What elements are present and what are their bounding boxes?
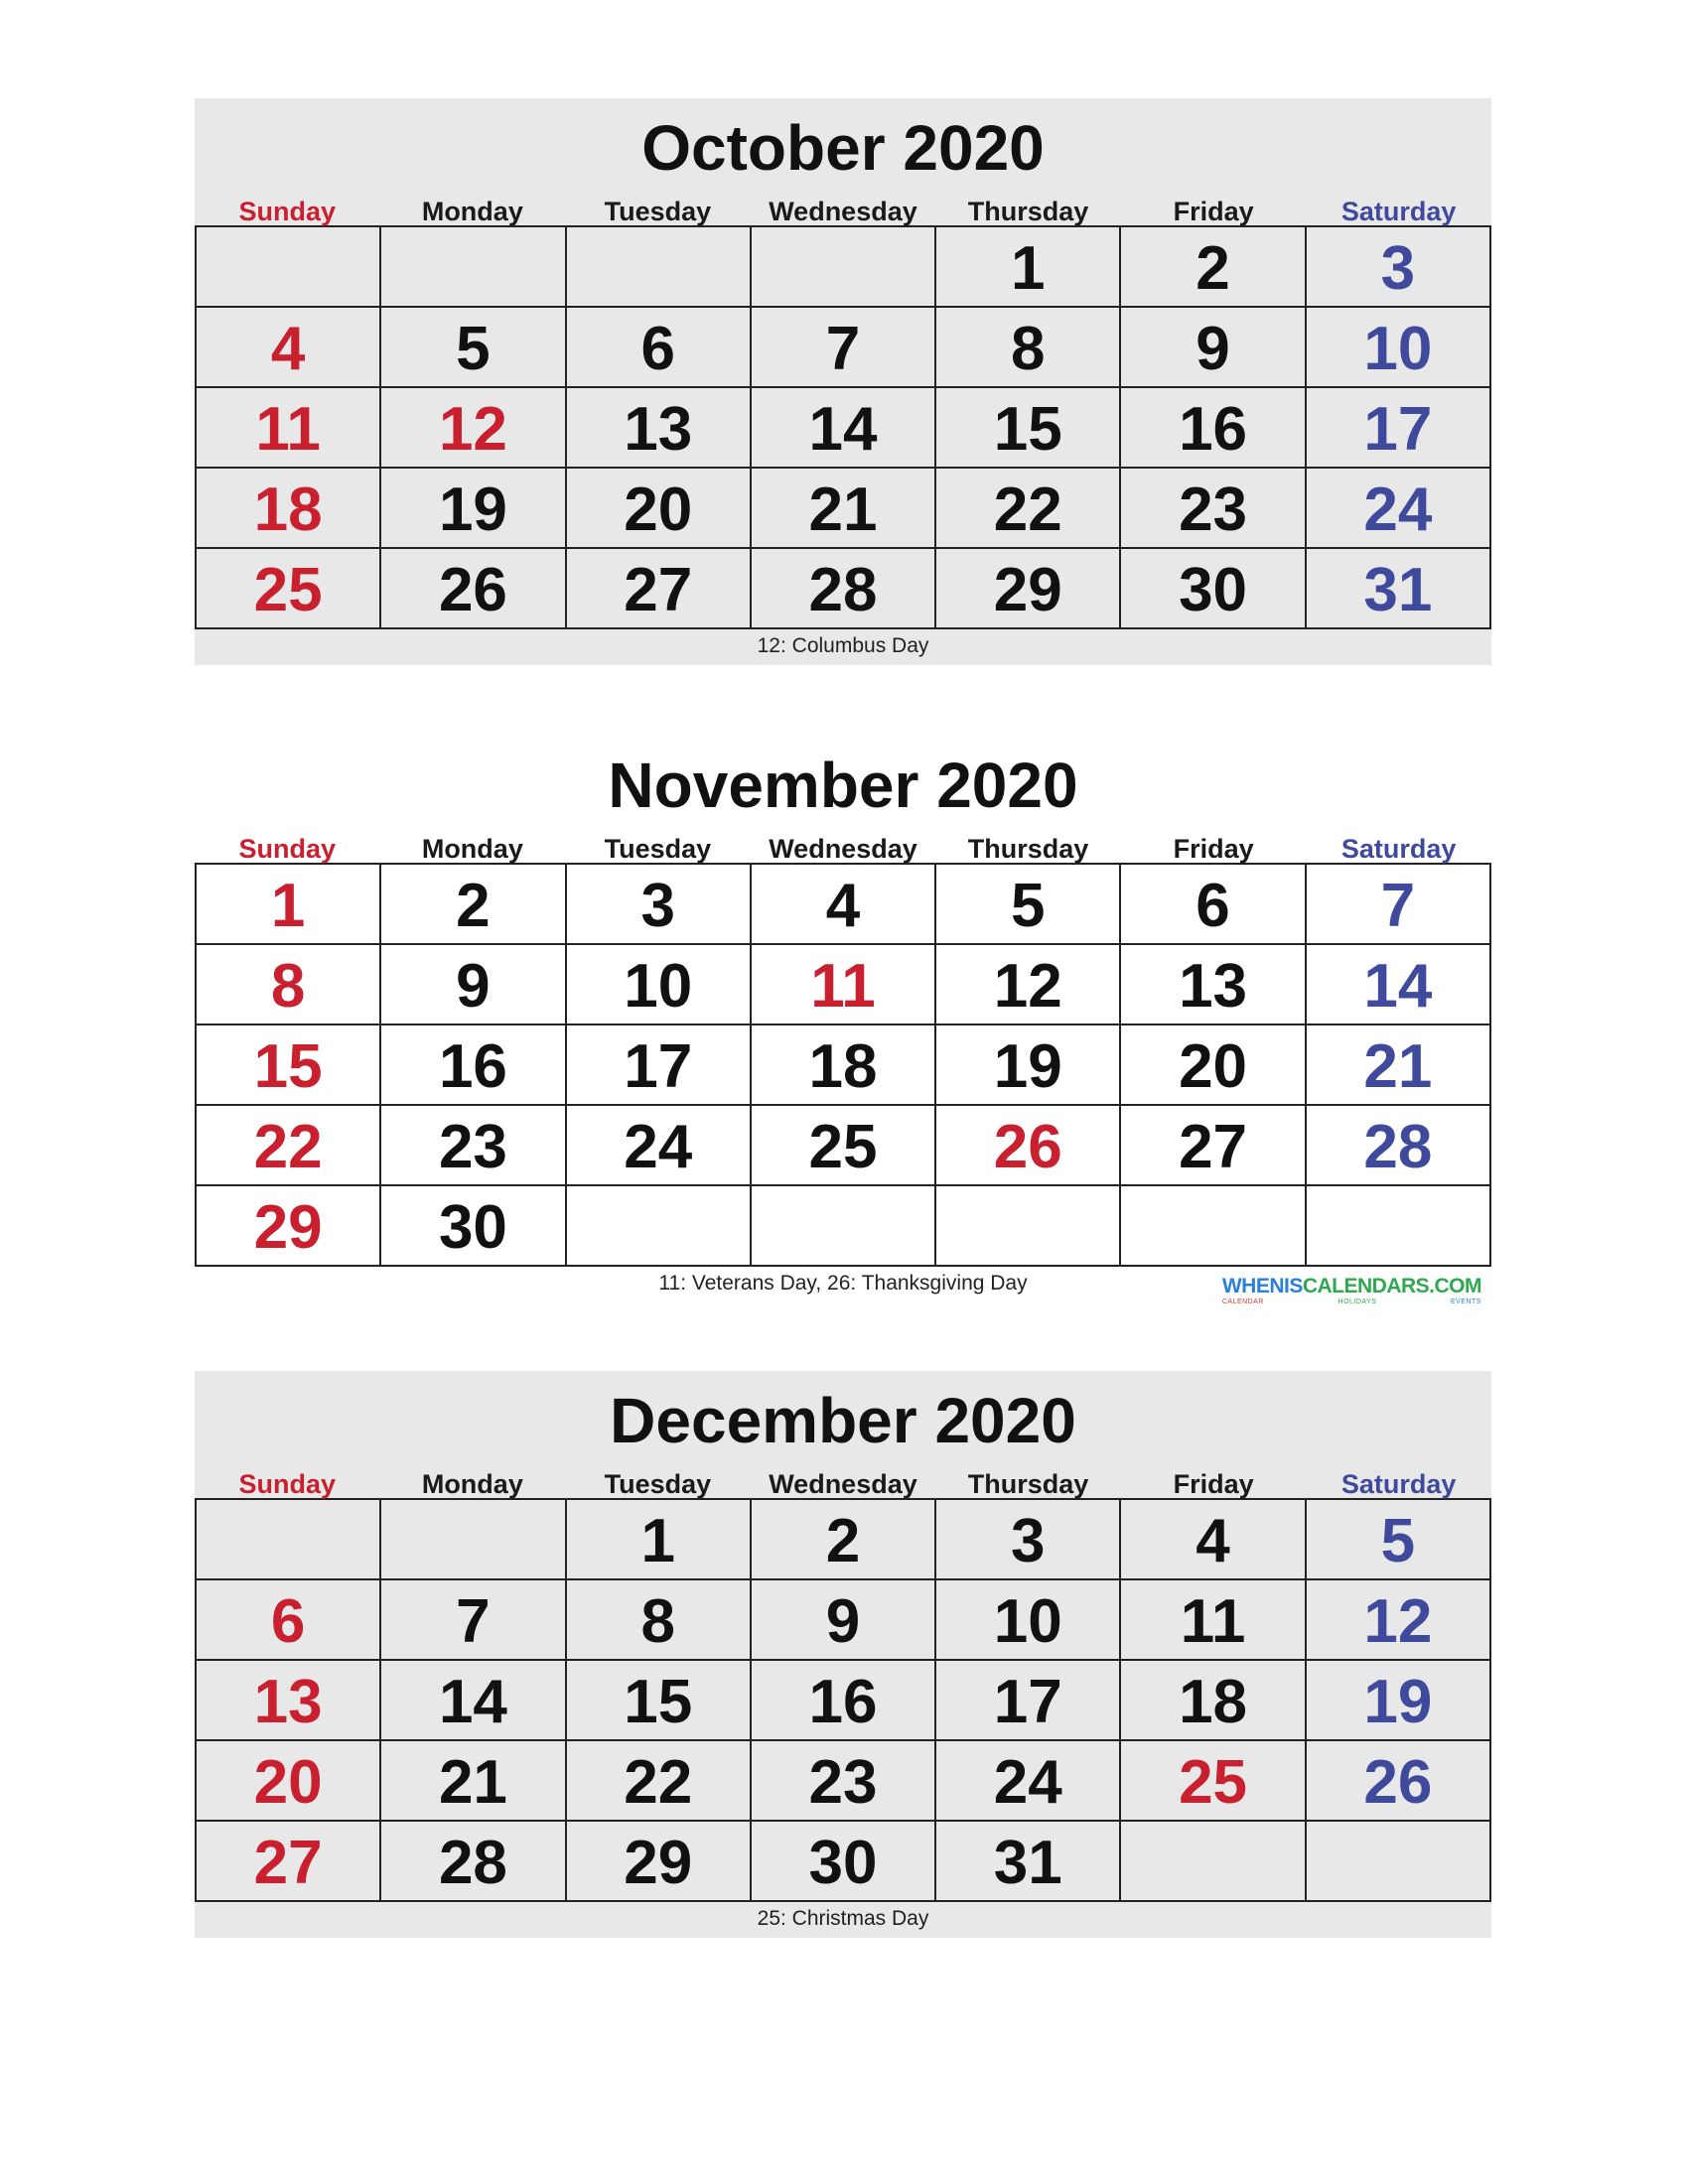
week-row xyxy=(197,388,1491,469)
day-cell: 3 xyxy=(936,1500,1121,1580)
day-cell: 24 xyxy=(567,1106,752,1186)
week-row xyxy=(197,1580,1491,1661)
day-cell: 12 xyxy=(381,388,566,469)
day-cell: 21 xyxy=(381,1741,566,1822)
empty-day-cell xyxy=(567,1186,752,1267)
day-cell: 5 xyxy=(1307,1500,1491,1580)
empty-day-cell xyxy=(752,1186,936,1267)
weekday-header xyxy=(195,1464,1491,1498)
day-cell: 1 xyxy=(197,865,381,945)
weekday-saturday: Saturday xyxy=(1340,834,1457,864)
day-cell: 17 xyxy=(567,1025,752,1106)
day-cell: 26 xyxy=(1307,1741,1491,1822)
day-cell: 15 xyxy=(197,1025,381,1106)
day-cell: 3 xyxy=(1307,227,1491,308)
day-cell: 13 xyxy=(1121,945,1306,1025)
day-cell: 10 xyxy=(567,945,752,1025)
holiday-list: 11: Veterans Day, 26: Thanksgiving Day xyxy=(658,1272,1028,1295)
day-cell: 7 xyxy=(1307,865,1491,945)
day-cell: 30 xyxy=(1121,549,1306,629)
day-cell: 18 xyxy=(1121,1661,1306,1741)
day-cell: 4 xyxy=(197,308,381,388)
day-cell: 2 xyxy=(381,865,566,945)
day-cell: 27 xyxy=(1121,1106,1306,1186)
day-cell: 12 xyxy=(1307,1580,1491,1661)
weekday-friday: Friday xyxy=(1173,1469,1254,1499)
day-cell: 30 xyxy=(752,1822,936,1902)
week-row xyxy=(197,1500,1491,1580)
day-cell: 5 xyxy=(381,308,566,388)
day-cell: 29 xyxy=(936,549,1121,629)
week-row xyxy=(197,227,1491,308)
empty-day-cell xyxy=(1307,1822,1491,1902)
day-cell: 2 xyxy=(752,1500,936,1580)
weekday-sunday: Sunday xyxy=(238,834,337,864)
day-cell: 25 xyxy=(1121,1741,1306,1822)
weekday-friday: Friday xyxy=(1173,834,1254,864)
day-cell: 22 xyxy=(567,1741,752,1822)
logo-wordmark: WHENISCALENDARS.COM xyxy=(1221,1275,1481,1297)
day-cell: 27 xyxy=(567,549,752,629)
day-cell: 20 xyxy=(567,469,752,549)
day-cell: 23 xyxy=(381,1106,566,1186)
day-cell: 16 xyxy=(752,1661,936,1741)
weekday-sunday: Sunday xyxy=(238,197,337,226)
weekday-monday: Monday xyxy=(421,197,523,226)
day-cell: 29 xyxy=(567,1822,752,1902)
day-cell: 15 xyxy=(936,388,1121,469)
day-cell: 31 xyxy=(1307,549,1491,629)
empty-day-cell xyxy=(197,227,381,308)
day-cell: 9 xyxy=(1121,308,1306,388)
day-cell: 4 xyxy=(1121,1500,1306,1580)
day-cell: 19 xyxy=(381,469,566,549)
weekday-tuesday: Tuesday xyxy=(604,197,712,226)
day-cell: 22 xyxy=(936,469,1121,549)
day-cell: 24 xyxy=(1307,469,1491,549)
empty-day-cell xyxy=(1121,1186,1306,1267)
day-cell: 17 xyxy=(1307,388,1491,469)
day-cell: 24 xyxy=(936,1741,1121,1822)
weekday-tuesday: Tuesday xyxy=(604,1469,712,1499)
week-row xyxy=(197,865,1491,945)
weekday-thursday: Thursday xyxy=(967,197,1089,226)
day-cell: 9 xyxy=(752,1580,936,1661)
day-cell: 28 xyxy=(1307,1106,1491,1186)
day-cell: 3 xyxy=(567,865,752,945)
day-cell: 4 xyxy=(752,865,936,945)
weekday-thursday: Thursday xyxy=(967,1469,1089,1499)
month-title: December 2020 xyxy=(610,1385,1076,1456)
weekday-header xyxy=(195,829,1491,863)
week-row xyxy=(197,1186,1491,1267)
day-cell: 5 xyxy=(936,865,1121,945)
weekday-friday: Friday xyxy=(1173,197,1254,226)
day-cell: 6 xyxy=(197,1580,381,1661)
day-cell: 17 xyxy=(936,1661,1121,1741)
empty-day-cell xyxy=(567,227,752,308)
day-cell: 23 xyxy=(752,1741,936,1822)
logo-tagline: CALENDAR HOLIDAYS EVENTS xyxy=(1221,1298,1481,1305)
day-cell: 14 xyxy=(381,1661,566,1741)
day-cell: 1 xyxy=(936,227,1121,308)
day-cell: 29 xyxy=(197,1186,381,1267)
day-cell: 11 xyxy=(197,388,381,469)
day-cell: 7 xyxy=(752,308,936,388)
day-cell: 25 xyxy=(752,1106,936,1186)
day-cell: 21 xyxy=(752,469,936,549)
day-cell: 8 xyxy=(197,945,381,1025)
week-row xyxy=(197,1822,1491,1902)
day-cell: 2 xyxy=(1121,227,1306,308)
day-cell: 20 xyxy=(1121,1025,1306,1106)
month-december xyxy=(195,1371,1491,1938)
weekday-monday: Monday xyxy=(421,834,523,864)
day-cell: 16 xyxy=(381,1025,566,1106)
week-row xyxy=(197,469,1491,549)
day-cell: 18 xyxy=(197,469,381,549)
day-cell: 30 xyxy=(381,1186,566,1267)
holiday-list: 12: Columbus Day xyxy=(757,634,929,657)
weekday-saturday: Saturday xyxy=(1340,1469,1457,1499)
day-grid xyxy=(195,225,1491,629)
day-cell: 25 xyxy=(197,549,381,629)
empty-day-cell xyxy=(1307,1186,1491,1267)
weekday-tuesday: Tuesday xyxy=(604,834,712,864)
site-logo xyxy=(1222,1276,1481,1306)
week-row xyxy=(197,1741,1491,1822)
day-cell: 8 xyxy=(567,1580,752,1661)
day-cell: 16 xyxy=(1121,388,1306,469)
day-cell: 7 xyxy=(381,1580,566,1661)
weekday-wednesday: Wednesday xyxy=(769,197,917,226)
weekday-wednesday: Wednesday xyxy=(769,834,917,864)
week-row xyxy=(197,549,1491,629)
day-cell: 21 xyxy=(1307,1025,1491,1106)
month-title: November 2020 xyxy=(608,750,1078,821)
day-cell: 13 xyxy=(567,388,752,469)
month-title: October 2020 xyxy=(641,112,1045,184)
day-cell: 11 xyxy=(752,945,936,1025)
day-cell: 28 xyxy=(752,549,936,629)
empty-day-cell xyxy=(197,1500,381,1580)
weekday-saturday: Saturday xyxy=(1340,197,1457,226)
month-october xyxy=(195,98,1491,665)
day-grid xyxy=(195,863,1491,1267)
week-row xyxy=(197,308,1491,388)
day-cell: 14 xyxy=(752,388,936,469)
day-cell: 14 xyxy=(1307,945,1491,1025)
day-cell: 23 xyxy=(1121,469,1306,549)
day-cell: 1 xyxy=(567,1500,752,1580)
weekday-sunday: Sunday xyxy=(238,1469,337,1499)
week-row xyxy=(197,1661,1491,1741)
empty-day-cell xyxy=(936,1186,1121,1267)
day-cell: 31 xyxy=(936,1822,1121,1902)
day-cell: 26 xyxy=(381,549,566,629)
day-grid xyxy=(195,1498,1491,1902)
weekday-header xyxy=(195,192,1491,225)
day-cell: 13 xyxy=(197,1661,381,1741)
day-cell: 15 xyxy=(567,1661,752,1741)
empty-day-cell xyxy=(752,227,936,308)
day-cell: 11 xyxy=(1121,1580,1306,1661)
holiday-list: 25: Christmas Day xyxy=(757,1907,929,1930)
week-row xyxy=(197,1025,1491,1106)
weekday-thursday: Thursday xyxy=(967,834,1089,864)
day-cell: 12 xyxy=(936,945,1121,1025)
day-cell: 8 xyxy=(936,308,1121,388)
day-cell: 6 xyxy=(567,308,752,388)
week-row xyxy=(197,945,1491,1025)
empty-day-cell xyxy=(381,227,566,308)
empty-day-cell xyxy=(381,1500,566,1580)
day-cell: 19 xyxy=(936,1025,1121,1106)
day-cell: 18 xyxy=(752,1025,936,1106)
month-november xyxy=(195,736,1491,1305)
day-cell: 22 xyxy=(197,1106,381,1186)
day-cell: 19 xyxy=(1307,1661,1491,1741)
day-cell: 10 xyxy=(1307,308,1491,388)
day-cell: 27 xyxy=(197,1822,381,1902)
weekday-monday: Monday xyxy=(421,1469,523,1499)
day-cell: 6 xyxy=(1121,865,1306,945)
day-cell: 26 xyxy=(936,1106,1121,1186)
day-cell: 20 xyxy=(197,1741,381,1822)
day-cell: 28 xyxy=(381,1822,566,1902)
week-row xyxy=(197,1106,1491,1186)
day-cell: 10 xyxy=(936,1580,1121,1661)
empty-day-cell xyxy=(1121,1822,1306,1902)
day-cell: 9 xyxy=(381,945,566,1025)
weekday-wednesday: Wednesday xyxy=(769,1469,917,1499)
